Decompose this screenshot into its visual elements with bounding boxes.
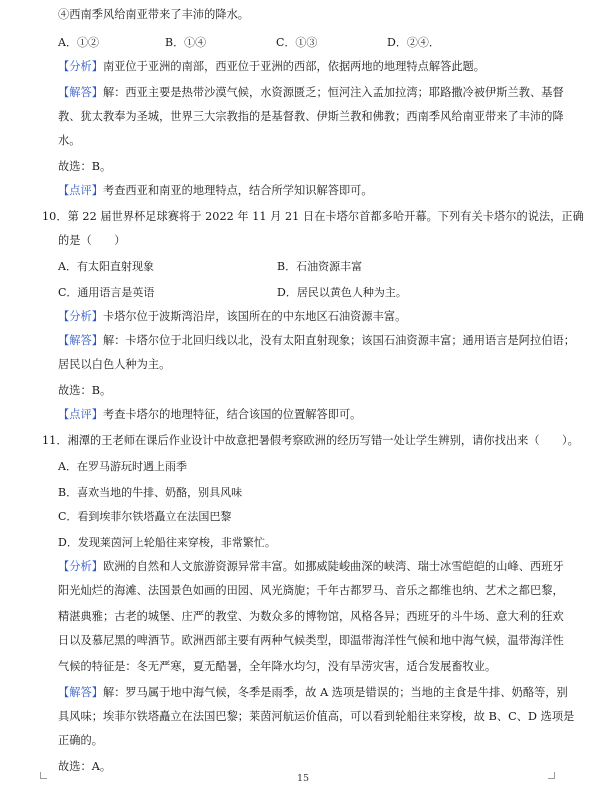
crop-mark-bottom-right <box>548 772 555 779</box>
q11-conclusion: 故选：A。 <box>58 760 112 773</box>
analysis-text: 南亚位于亚洲的南部，西亚位于亚洲的西部，依据两地的地理特点解答此题。 <box>102 60 486 73</box>
q10-comment <box>58 408 361 422</box>
q11-analysis-line-3: 精湛典雅；古老的城堡、庄严的教堂、为数众多的博物馆，风格各异；西班牙的斗牛场、意大利的狂欢 <box>58 610 564 623</box>
q9-choice-b: B．①④ <box>165 36 207 49</box>
comment-text: 考查西亚和南亚的地理特点，结合所学知识解答即可。 <box>102 184 373 197</box>
analysis-tag: 【分析】 <box>58 310 103 323</box>
q11-analysis-line-4: 日以及慕尼黑的啤酒节。欧洲西部主要有两种气候类型，即温带海洋性气候和地中海气候，温带海洋性 <box>58 634 564 647</box>
analysis-tag: 【分析】 <box>58 60 103 73</box>
answer-text: 解：罗马属于地中海气候，冬季是雨季，故 A 选项是错误的；当地的主食是牛排、奶酪等，别 <box>102 686 568 699</box>
q9-answer-line-1 <box>58 86 564 100</box>
q10-choice-a: A．有太阳直射现象 <box>58 260 154 273</box>
q9-option-statement-4: ④西南季风给南亚带来了丰沛的降水。 <box>58 8 250 21</box>
q10-stem-line-2: 的是（ ） <box>58 234 126 247</box>
q9-choice-a: A．①② <box>58 36 99 49</box>
q11-analysis-line-5: 气候的特征是：冬无严寒，夏无酷暑，全年降水均匀，没有旱涝灾害，适合发展畜牧业。 <box>58 660 497 673</box>
q11-answer-line-1 <box>58 686 568 700</box>
analysis-tag: 【分析】 <box>58 560 103 573</box>
q11-choice-b: B．喜欢当地的牛排、奶酪，别具风味 <box>58 486 243 499</box>
q11-analysis-line-2: 阳光灿烂的海滩、法国景色如画的田园、风光旖旎；千年古都罗马、音乐之都维也纳、艺术之都巴黎， <box>58 584 564 597</box>
q10-answer-line-2: 居民以白色人种为主。 <box>58 358 171 371</box>
analysis-text: 欧洲的自然和人文旅游资源异常丰富。如挪威陡峻曲深的峡湾、瑞士冰雪皑皑的山峰、西班牙 <box>102 560 564 573</box>
q10-choice-b: B．石油资源丰富 <box>277 260 363 273</box>
answer-text: 解：西亚主要是热带沙漠气候，水资源匮乏；恒河注入孟加拉湾；耶路撒冷被伊斯兰教、基督 <box>102 86 564 99</box>
q10-conclusion: 故选：B。 <box>58 384 112 397</box>
analysis-text: 卡塔尔位于波斯湾沿岸，该国所在的中东地区石油资源丰富。 <box>102 310 407 323</box>
q11-answer-line-3: 正确的。 <box>58 734 103 747</box>
q9-conclusion: 故选：B。 <box>58 160 112 173</box>
q10-answer-line-1 <box>58 334 575 348</box>
q11-choice-a: A．在罗马游玩时遇上雨季 <box>58 460 187 473</box>
q11-answer-line-2: 具风味；埃菲尔铁塔矗立在法国巴黎；莱茵河航运价值高，可以看到轮船往来穿梭，故 B、C、D 选项是 <box>58 710 575 723</box>
q9-comment <box>58 184 373 198</box>
answer-tag: 【解答】 <box>58 686 103 699</box>
q10-choice-c: C．通用语言是英语 <box>58 286 155 299</box>
answer-tag: 【解答】 <box>58 334 103 347</box>
q11-stem: 11．湘潭的王老师在课后作业设计中故意把暑假考察欧洲的经历写错一处让学生辨别，请你找出来（ ）。 <box>42 434 579 447</box>
q9-choice-d: D．②④． <box>387 36 440 49</box>
q11-analysis-line-1 <box>58 560 564 574</box>
comment-tag: 【点评】 <box>58 184 103 197</box>
q9-choice-c: C．①③ <box>276 36 318 49</box>
q9-analysis <box>58 60 485 74</box>
q10-analysis <box>58 310 406 324</box>
q11-choice-d: D．发现莱茵河上轮船往来穿梭，非常繁忙。 <box>58 536 276 549</box>
crop-mark-bottom-left <box>40 772 47 779</box>
q10-choice-d: D．居民以黄色人种为主。 <box>277 286 407 299</box>
comment-tag: 【点评】 <box>58 408 103 421</box>
answer-text: 解：卡塔尔位于北回归线以北，没有太阳直射现象；该国石油资源丰富；通用语言是阿拉伯语； <box>102 334 575 347</box>
comment-text: 考查卡塔尔的地理特征，结合该国的位置解答即可。 <box>102 408 362 421</box>
q10-stem-line-1: 10．第 22 届世界杯足球赛将于 2022 年 11 月 21 日在卡塔尔首都多哈开幕。下列有关卡塔尔的说法，正确 <box>42 210 584 223</box>
page-number: 15 <box>297 773 310 784</box>
answer-tag: 【解答】 <box>58 86 103 99</box>
q11-choice-c: C．看到埃菲尔铁塔矗立在法国巴黎 <box>58 510 232 523</box>
q9-answer-line-2: 教、犹太教奉为圣城，世界三大宗教指的是基督教、伊斯兰教和佛教；西南季风给南亚带来了丰沛的降 <box>58 110 564 123</box>
q9-answer-line-3: 水。 <box>58 134 81 147</box>
